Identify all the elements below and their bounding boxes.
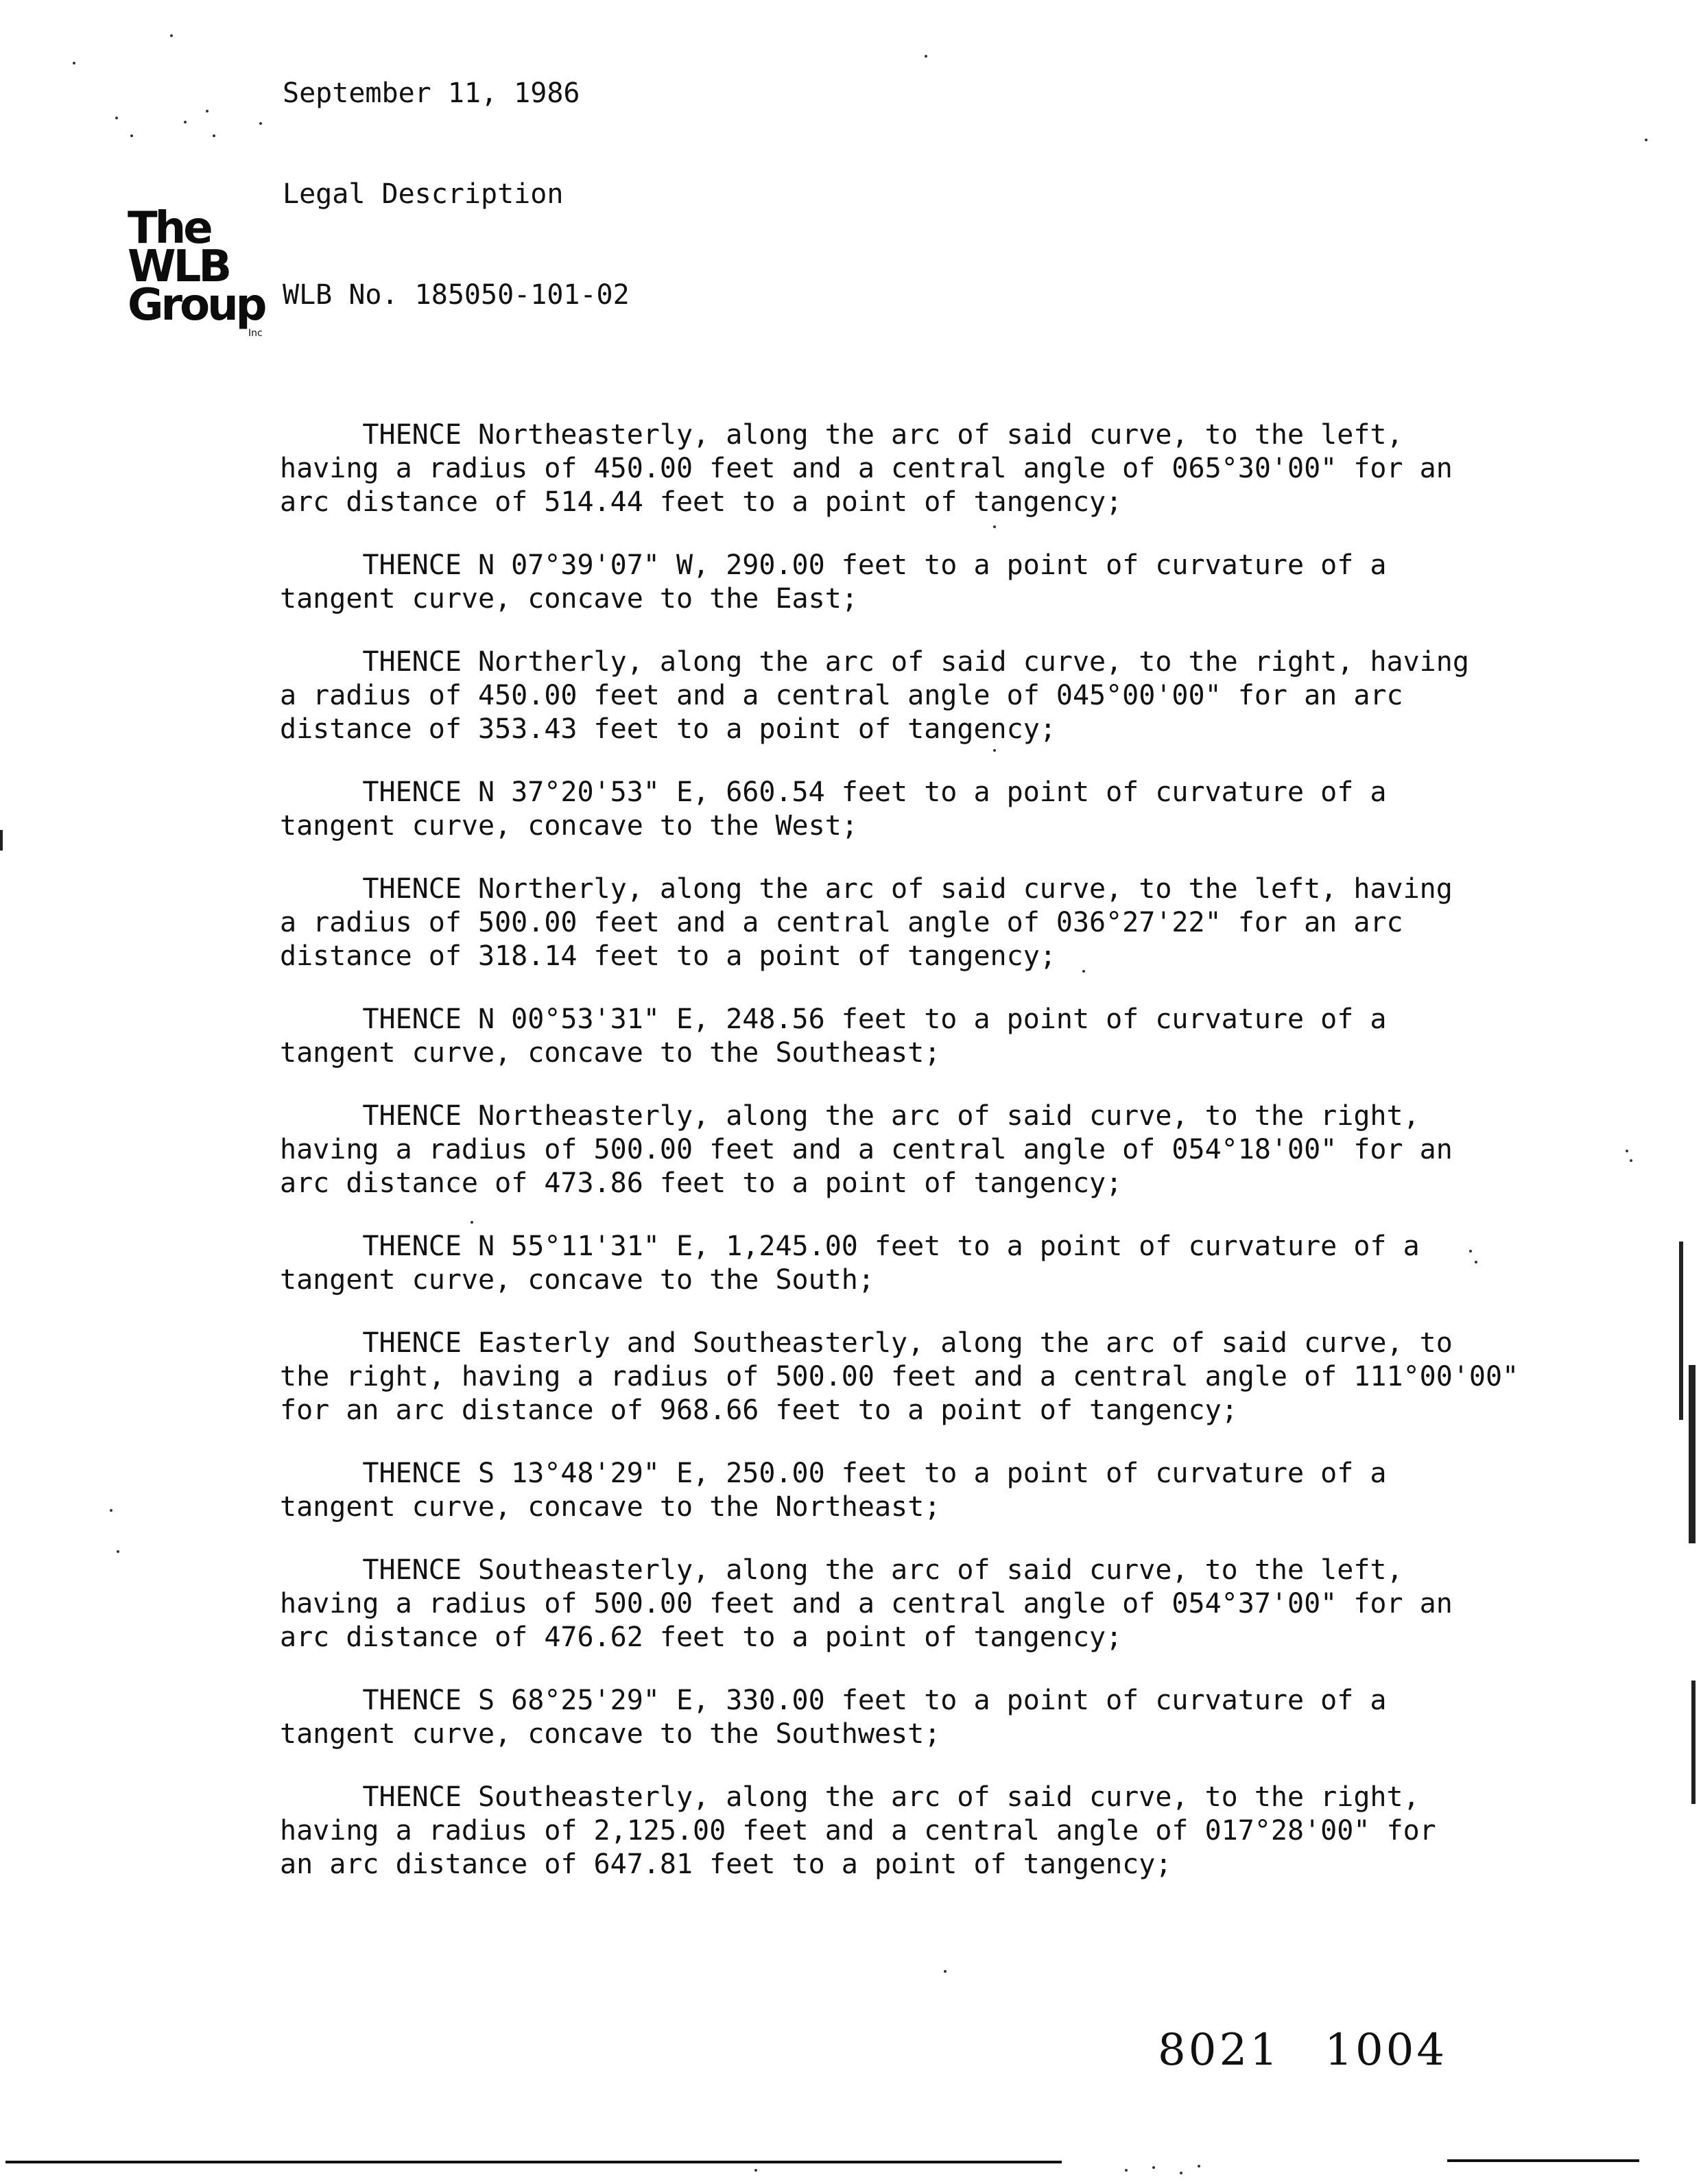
course-paragraph: THENCE Southeasterly, along the arc of said curve, to the left, having a radius of 500.00 feet and a central angle of 054°37'00" for an arc distance of 476.62 feet to a point of tangency; [280, 1554, 1453, 1653]
scan-speck [754, 2169, 757, 2172]
course-paragraph: THENCE Southeasterly, along the arc of said curve, to the right, having a radius of 2,125.00 feet and a central angle of 017°28'00" for an arc distance of 647.81 feet to a point of tangency; [280, 1781, 1436, 1880]
scan-speck [471, 1221, 473, 1224]
company-logo [128, 203, 265, 339]
scan-speck [1475, 1261, 1477, 1263]
scan-edge-mark [1679, 1242, 1683, 1420]
recording-number [1158, 2025, 1447, 2076]
scan-speck [117, 1550, 119, 1553]
scan-speck [1198, 2165, 1200, 2168]
logo-line-1: The [128, 203, 211, 254]
scan-speck [73, 62, 75, 64]
logo-suffix: Inc [248, 328, 263, 339]
footer-rule-left [5, 2161, 1062, 2163]
scan-speck [925, 55, 927, 58]
scan-edge-mark [0, 830, 3, 851]
scan-speck [213, 134, 215, 137]
course-paragraph: THENCE S 13°48'29" E, 250.00 feet to a point of curvature of a tangent curve, concave to the Northeast; [280, 1458, 1387, 1523]
course-paragraph: THENCE Northeasterly, along the arc of said curve, to the right, having a radius of 500.00 feet and a central angle of 054°18'00" for an arc distance of 473.86 feet to a point of tangency; [280, 1100, 1453, 1199]
scan-speck [130, 134, 133, 137]
scan-speck [944, 1970, 947, 1973]
scan-speck [184, 121, 187, 123]
scan-speck [1125, 2169, 1128, 2172]
course-paragraph: THENCE N 37°20'53" E, 660.54 feet to a point of curvature of a tangent curve, concave to the West; [280, 776, 1387, 842]
course-paragraph: THENCE Northerly, along the arc of said curve, to the right, having a radius of 450.00 feet and a central angle of 045°00'00" for an arc distance of 353.43 feet to a point of tangency; [280, 646, 1469, 745]
scan-speck [259, 122, 262, 125]
legal-description-body [280, 418, 1569, 1911]
course-paragraph: THENCE Northerly, along the arc of said curve, to the left, having a radius of 500.00 feet and a central angle of 036°27'22" for an arc distance of 318.14 feet to a point of tangency; [280, 873, 1453, 972]
scan-speck [115, 117, 118, 119]
scan-speck [170, 34, 173, 37]
scan-speck [1469, 1250, 1472, 1253]
scan-speck [206, 110, 209, 112]
scan-speck [1626, 1150, 1628, 1152]
scan-speck [993, 525, 996, 528]
book-number: 8021 [1158, 2025, 1281, 2076]
scan-edge-mark [1691, 1681, 1696, 1804]
scan-speck [110, 1509, 112, 1512]
course-paragraph: THENCE Easterly and Southeasterly, along the arc of said curve, to the right, having a radius of 500.00 feet and a central angle of 111°00'00" for an arc distance of 968.66 feet to a point of tangency; [280, 1327, 1519, 1426]
page-number: 1004 [1324, 2025, 1448, 2076]
scan-speck [1645, 139, 1648, 141]
scan-edge-mark [1689, 1365, 1696, 1543]
course-paragraph: THENCE N 55°11'31" E, 1,245.00 feet to a point of curvature of a tangent curve, concave to the South; [280, 1231, 1420, 1296]
course-paragraph: THENCE S 68°25'29" E, 330.00 feet to a point of curvature of a tangent curve, concave to the Southwest; [280, 1685, 1387, 1750]
scan-speck [1152, 2166, 1155, 2169]
scan-speck [1082, 970, 1085, 973]
footer-rule-right [1447, 2159, 1639, 2162]
scan-speck [993, 749, 996, 752]
course-paragraph: THENCE Northeasterly, along the arc of said curve, to the left, having a radius of 450.00 feet and a central angle of 065°30'00" for an arc distance of 514.44 feet to a point of tangency; [280, 419, 1453, 518]
document-title: Legal Description [283, 178, 564, 210]
scan-speck [1180, 2172, 1182, 2174]
course-paragraph: THENCE N 07°39'07" W, 290.00 feet to a point of curvature of a tangent curve, concave to the East; [280, 549, 1387, 615]
scan-speck [1630, 1159, 1632, 1162]
document-header [283, 10, 630, 346]
logo-line-3: Group [128, 280, 265, 331]
course-paragraph: THENCE N 00°53'31" E, 248.56 feet to a point of curvature of a tangent curve, concave to the Southeast; [280, 1004, 1387, 1069]
document-reference: WLB No. 185050-101-02 [283, 279, 630, 311]
document-date: September 11, 1986 [283, 78, 580, 109]
logo-line-2: WLB [128, 241, 230, 292]
